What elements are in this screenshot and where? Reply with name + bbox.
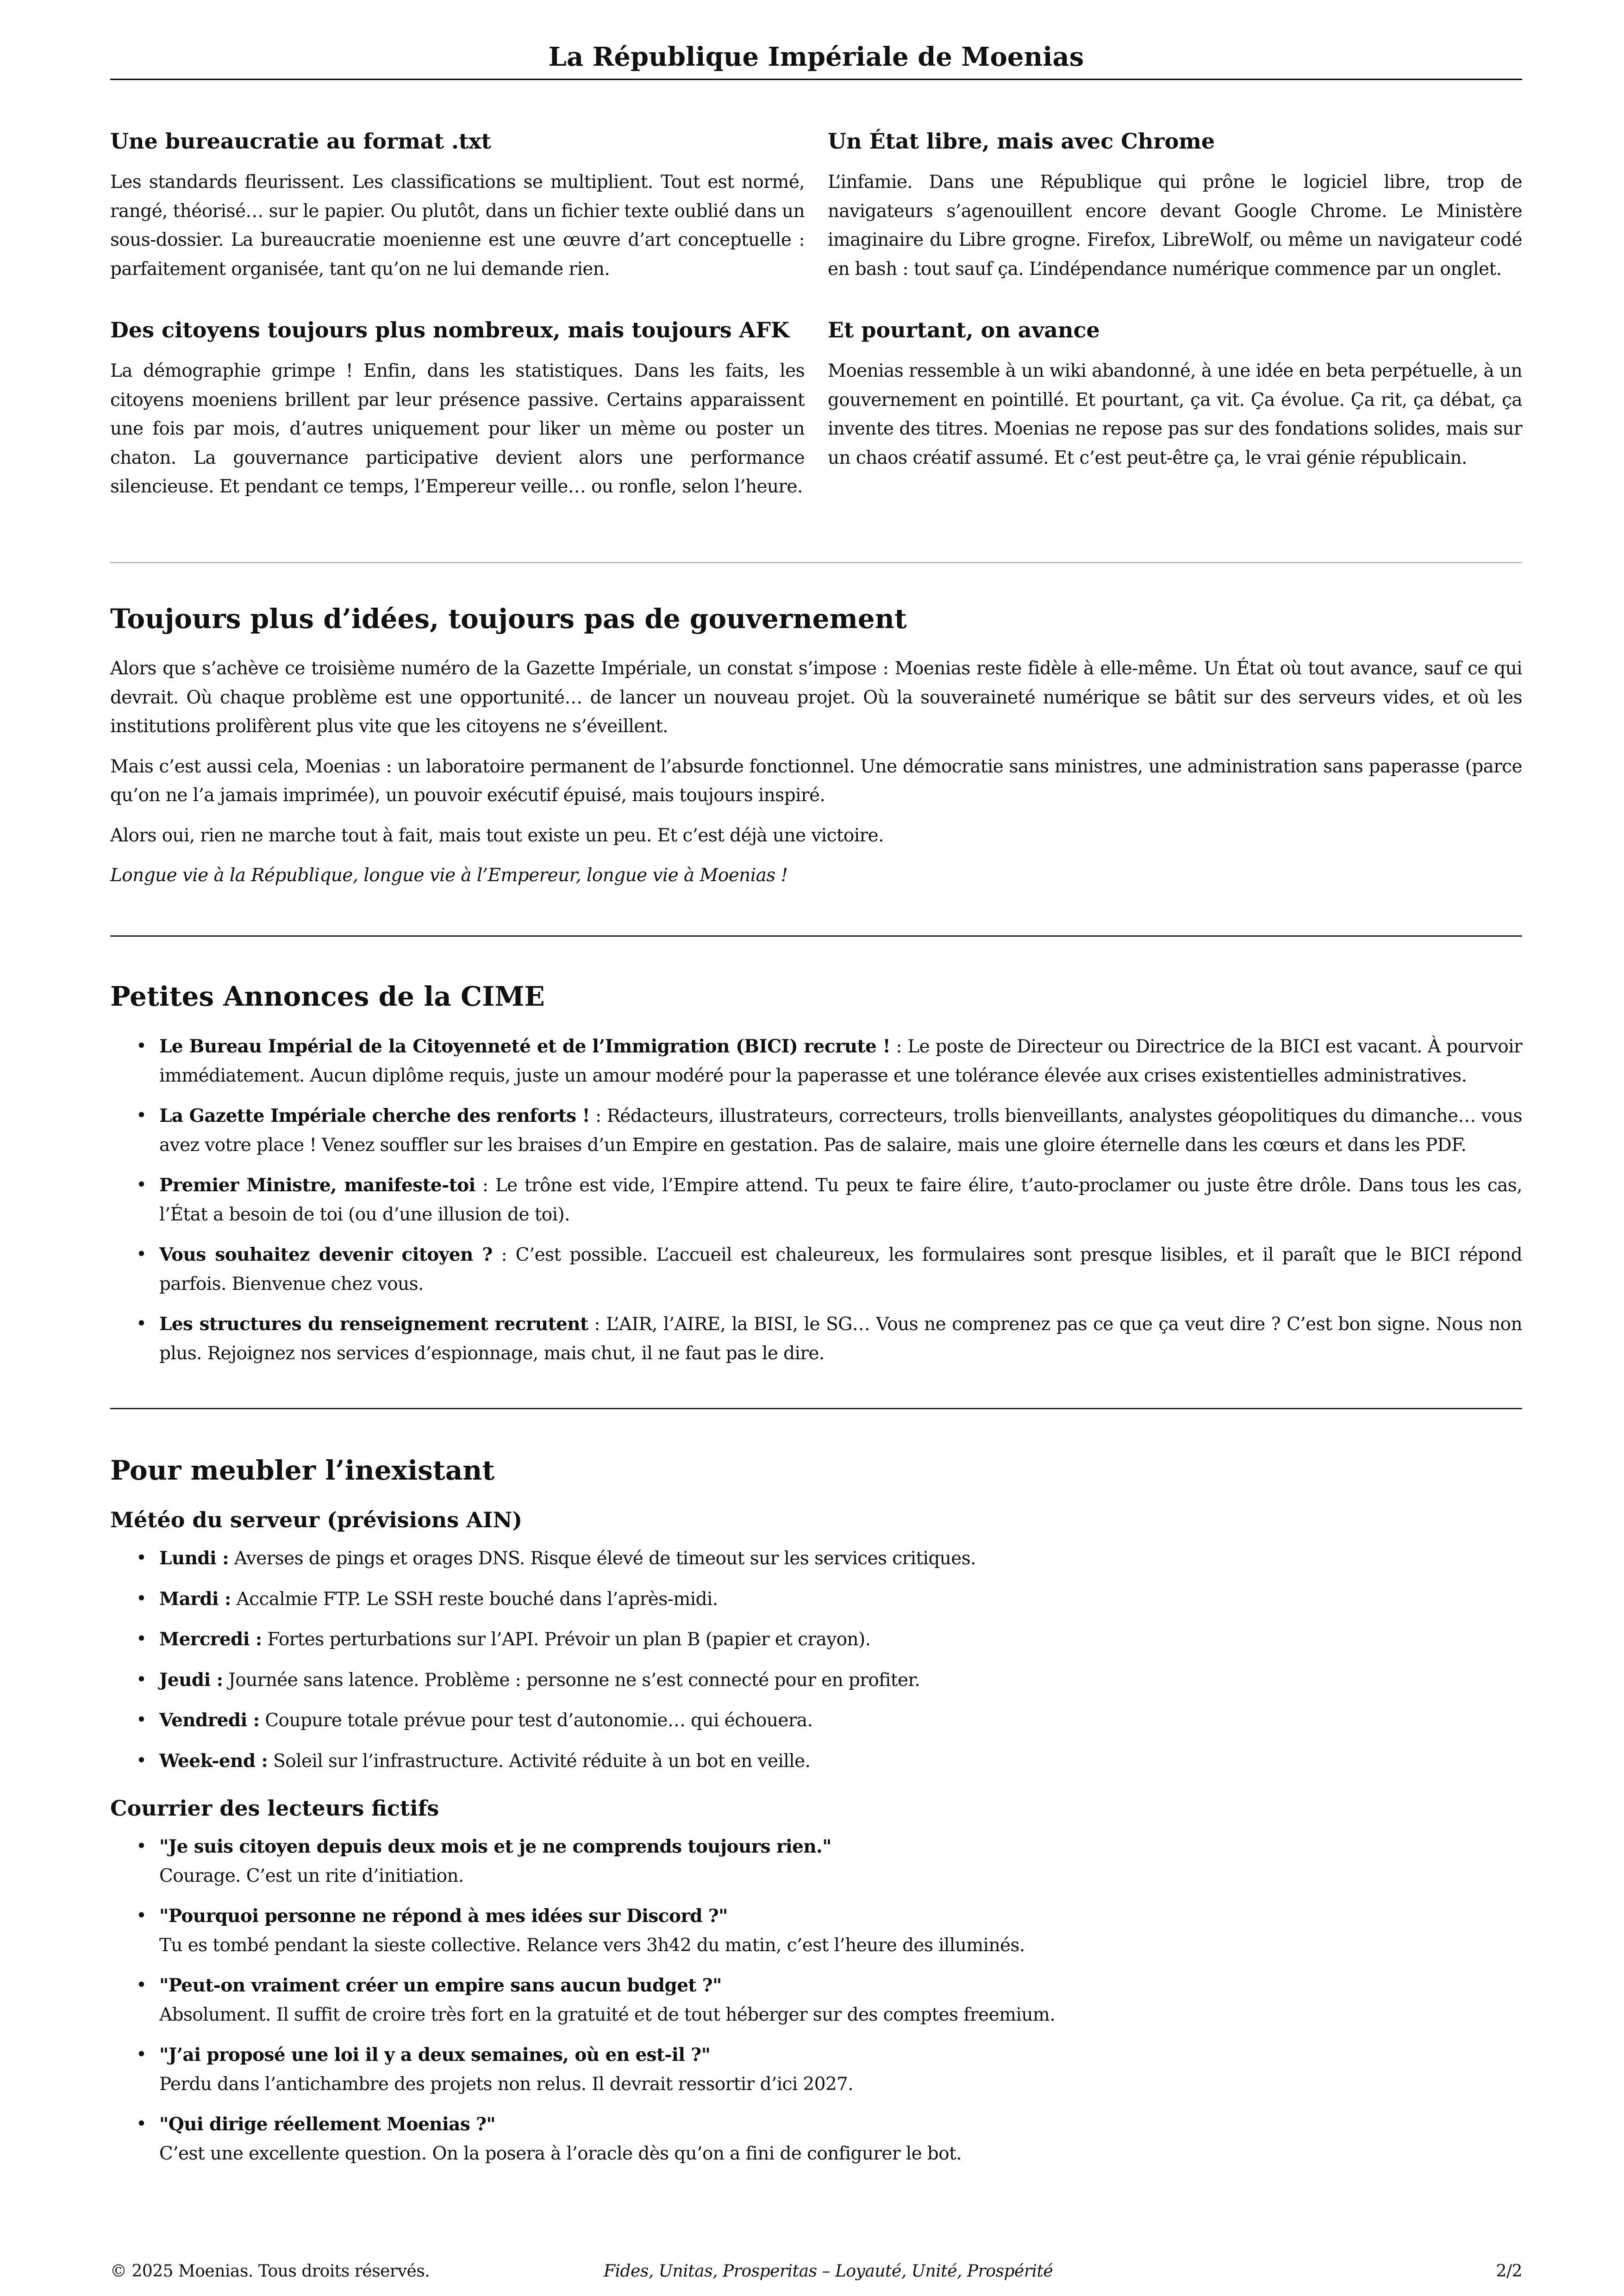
letter-question: "Je suis citoyen depuis deux mois et je ne comprends toujours rien.": [159, 1836, 831, 1857]
conclusion-closing: Longue vie à la République, longue vie à l’Empereur, longue vie à Moenias !: [110, 865, 788, 886]
page-title: La République Impériale de Moenias: [548, 42, 1084, 72]
bullet-icon: •: [136, 1905, 147, 1926]
bullet-icon: •: [136, 1105, 147, 1126]
section-heading: Toujours plus d’idées, toujours pas de gouvernement: [110, 603, 907, 635]
item-text: : Rédacteurs, illustrateurs, correcteurs, trolls bienveillants, analystes géopolitiques du dimanche… vous avez votre place ! Venez souffler sur les braises d’un Empire en gestation. Pas de salaire, mais une gloire éternelle dans les cœurs et dans les PDF.: [159, 1106, 1522, 1156]
item-text: : Le trône est vide, l’Empire attend. Tu peux te faire élire, t’auto-proclamer ou juste être drôle. Dans tous les cas, l’État a besoin de toi (ou d’une illusion de toi).: [159, 1175, 1523, 1225]
weather-day: Week-end :: [159, 1750, 268, 1772]
conclusion-paragraph: Mais c’est aussi cela, Moenias : un laboratoire permanent de l’absurde fonctionnel. Une démocratie sans ministres, une administration sans paperasse (parce qu’on ne l’a jamais imprimée), un pouvoir exécutif épuisé, mais toujours inspiré.: [110, 756, 1522, 806]
article-citoyens: [110, 316, 805, 502]
article-on-avance: [828, 316, 1522, 473]
bullet-icon: •: [136, 1244, 147, 1265]
letter-answer: C’est une excellente question. On la posera à l’oracle dès qu’on a fini de configurer le bot.: [159, 2143, 962, 2164]
weather-text: Accalmie FTP. Le SSH reste bouché dans l’après-midi.: [231, 1588, 718, 1610]
weather-day: Vendredi :: [159, 1710, 260, 1731]
list-item: [136, 1544, 1522, 1574]
weather-heading: Météo du serveur (prévisions AIN): [110, 1507, 523, 1532]
bullet-icon: •: [136, 1036, 147, 1057]
item-text: : L’AIR, l’AIRE, la BISI, le SG… Vous ne comprenez pas ce que ça veut dire ? C’est bon signe. Nous non plus. Rejoignez nos services d’espionnage, mais chut, il ne faut pas le dire.: [159, 1314, 1522, 1364]
title-underline: [110, 79, 1522, 80]
letter-answer: Absolument. Il suffit de croire très fort en la gratuité et de tout héberger sur des comptes freemium.: [159, 2004, 1056, 2025]
bullet-icon: •: [136, 1669, 147, 1690]
left-column: [110, 127, 805, 534]
section-divider: [110, 562, 1522, 563]
item-title: Le Bureau Impérial de la Citoyenneté et de l’Immigration (BICI) recrute !: [159, 1036, 891, 1057]
bullet-icon: •: [136, 1175, 147, 1195]
list-item: [136, 1032, 1522, 1090]
page-footer: [110, 2258, 1522, 2285]
letter-question: "J’ai proposé une loi il y a deux semaines, où en est-il ?": [159, 2044, 711, 2066]
article-heading: Un État libre, mais avec Chrome: [828, 129, 1215, 154]
item-title: Premier Ministre, manifeste-toi: [159, 1175, 475, 1196]
bullet-icon: •: [136, 1975, 147, 1996]
list-item: [136, 1971, 1522, 2029]
list-item: [136, 1666, 1522, 1695]
bullet-icon: •: [136, 1588, 147, 1609]
weather-day: Jeudi :: [159, 1669, 223, 1691]
bullet-icon: •: [136, 1629, 147, 1649]
letters-heading: Courrier des lecteurs fictifs: [110, 1796, 439, 1821]
conclusion-paragraph: Alors oui, rien ne marche tout à fait, mais tout existe un peu. Et c’est déjà une victoire.: [110, 825, 884, 846]
letter-answer: Perdu dans l’antichambre des projets non relus. Il devrait ressortir d’ici 2027.: [159, 2073, 854, 2095]
letter-question: "Peut-on vraiment créer un empire sans aucun budget ?": [159, 1975, 722, 1996]
article-heading: Et pourtant, on avance: [828, 317, 1100, 342]
classifieds-list: [110, 1032, 1522, 1368]
weather-list: [110, 1544, 1522, 1776]
list-item: [136, 1310, 1522, 1368]
weather-day: Mardi :: [159, 1588, 231, 1610]
list-item: [136, 1101, 1522, 1160]
weather-day: Mercredi :: [159, 1629, 262, 1650]
bullet-icon: •: [136, 1836, 147, 1857]
footer-copyright: © 2025 Moenias. Tous droits réservés.: [110, 2262, 430, 2281]
bullet-icon: •: [136, 1313, 147, 1334]
weather-text: Journée sans latence. Problème : personne ne s’est connecté pour en profiter.: [223, 1669, 920, 1691]
item-text: : Le poste de Directeur ou Directrice de la BICI est vacant. À pourvoir immédiatement. Aucun diplôme requis, juste un amour modéré pour la paperasse et une tolérance élevée aux crises existentielles administratives.: [159, 1036, 1522, 1086]
item-title: Les structures du renseignement recrutent: [159, 1313, 588, 1335]
list-item: [136, 2110, 1522, 2168]
bullet-icon: •: [136, 2044, 147, 2065]
item-text: : C’est possible. L’accueil est chaleureux, les formulaires sont presque lisibles, et il paraît que le BICI répond parfois. Bienvenue chez vous.: [159, 1244, 1523, 1294]
article-chrome: [828, 127, 1522, 284]
list-item: [136, 1902, 1522, 1960]
weather-text: Fortes perturbations sur l’API. Prévoir un plan B (papier et crayon).: [262, 1629, 871, 1650]
weather-text: Soleil sur l’infrastructure. Activité réduite à un bot en veille.: [268, 1750, 811, 1772]
bullet-icon: •: [136, 1548, 147, 1568]
two-column-articles: [110, 127, 1522, 534]
article-body: Moenias ressemble à un wiki abandonné, à une idée en beta perpétuelle, à un gouvernement en pointillé. Et pourtant, ça vit. Ça évolue. Ça rit, ça débat, ça invente des titres. Moenias ne repose pas sur des fondations solides, mais sur un chaos créatif assumé. Et c’est peut-être ça, le vrai génie républicain.: [828, 361, 1522, 468]
section-heading: Petites Annonces de la CIME: [110, 981, 545, 1012]
list-item: [136, 1832, 1522, 1891]
item-title: La Gazette Impériale cherche des renforts !: [159, 1105, 590, 1126]
filler-section: [110, 1453, 1522, 2179]
list-item: [136, 2041, 1522, 2099]
article-heading: Une bureaucratie au format .txt: [110, 129, 491, 154]
list-item: [136, 1625, 1522, 1655]
bullet-icon: •: [136, 2114, 147, 2134]
conclusion-section: [110, 602, 1522, 902]
right-column: [828, 127, 1522, 534]
article-body: L’infamie. Dans une République qui prône le logiciel libre, trop de navigateurs s’agenouillent encore devant Google Chrome. Le Ministère imaginaire du Libre grogne. Firefox, LibreWolf, ou même un navigateur codé en bash : tout sauf ça. L’indépendance numérique commence par un onglet.: [828, 172, 1522, 280]
section-divider: [110, 935, 1522, 937]
article-bureaucratie: [110, 127, 805, 284]
letter-question: "Qui dirige réellement Moenias ?": [159, 2114, 496, 2135]
page-number: 2/2: [1496, 2262, 1522, 2281]
section-divider: [110, 1408, 1522, 1409]
list-item: [136, 1585, 1522, 1614]
list-item: [136, 1706, 1522, 1736]
list-item: [136, 1240, 1523, 1299]
conclusion-paragraph: Alors que s’achève ce troisième numéro de la Gazette Impériale, un constat s’impose : Moenias reste fidèle à elle-même. Un État où tout avance, sauf ce qui devrait. Où chaque problème est une opportunité… de lancer un nouveau projet. Où la souveraineté numérique se bâtit sur des serveurs vides, et où les institutions prolifèrent plus vite que les citoyens ne s’éveillent.: [110, 658, 1522, 737]
weather-text: Averses de pings et orages DNS. Risque élevé de timeout sur les services critiques.: [229, 1548, 976, 1569]
letter-question: "Pourquoi personne ne répond à mes idées sur Discord ?": [159, 1905, 728, 1927]
weather-day: Lundi :: [159, 1548, 229, 1569]
footer-motto: Fides, Unitas, Prosperitas – Loyauté, Unité, Prospérité: [604, 2262, 1053, 2281]
item-title: Vous souhaitez devenir citoyen ?: [159, 1244, 493, 1265]
list-item: [136, 1171, 1523, 1229]
list-item: [136, 1747, 1522, 1776]
letter-answer: Tu es tombé pendant la sieste collective. Relance vers 3h42 du matin, c’est l’heure des illuminés.: [159, 1935, 1025, 1956]
bullet-icon: •: [136, 1710, 147, 1730]
letter-answer: Courage. C’est un rite d’initiation.: [159, 1865, 464, 1886]
article-body: La démographie grimpe ! Enfin, dans les statistiques. Dans les faits, les citoyens moeniens brillent par leur présence passive. Certains apparaissent une fois par mois, d’autres uniquement pour liker un mème ou poster un chaton. La gouvernance participative devient alors une performance silencieuse. Et pendant ce temps, l’Empereur veille… ou ronfle, selon l’heure.: [110, 361, 805, 497]
article-body: Les standards fleurissent. Les classifications se multiplient. Tout est normé, rangé, théorisé… sur le papier. Ou plutôt, dans un fichier texte oublié dans un sous-dossier. La bureaucratie moenienne est une œuvre d’art conceptuelle : parfaitement organisée, tant qu’on ne lui demande rien.: [110, 172, 805, 280]
article-heading: Des citoyens toujours plus nombreux, mais toujours AFK: [110, 317, 789, 342]
letters-list: [110, 1832, 1522, 2168]
bullet-icon: •: [136, 1750, 147, 1771]
section-heading: Pour meubler l’inexistant: [110, 1455, 495, 1486]
classifieds-section: [110, 979, 1522, 1379]
weather-text: Coupure totale prévue pour test d’autonomie… qui échouera.: [259, 1710, 813, 1731]
